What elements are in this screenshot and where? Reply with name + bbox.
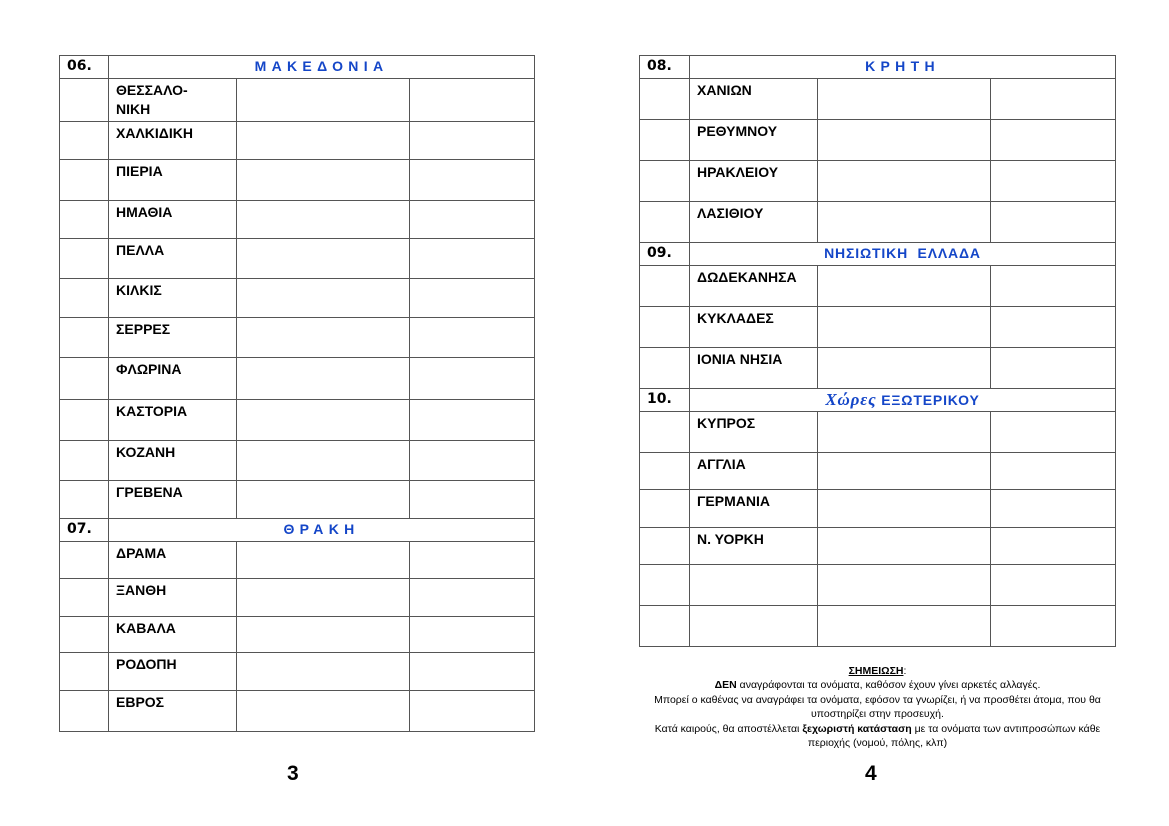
name-entry-cell[interactable] [818, 266, 991, 307]
table-row [640, 202, 1116, 243]
row-index-cell [60, 542, 109, 579]
region-name: ΧΑΝΙΩΝ [690, 79, 818, 120]
row-index-cell [640, 120, 690, 161]
row-index-cell [60, 79, 109, 122]
name-entry-cell[interactable] [818, 307, 991, 348]
notes-entry-cell[interactable] [991, 348, 1116, 389]
region-name [690, 565, 818, 606]
name-entry-cell[interactable] [818, 490, 991, 528]
section-number: 08. [640, 56, 690, 79]
region-name: ΦΛΩΡΙΝΑ [109, 358, 237, 400]
row-index-cell [60, 400, 109, 441]
region-name: ΠΙΕΡΙΑ [109, 160, 237, 201]
table-row [60, 441, 535, 481]
section-title: ΘΡΑΚΗ [109, 519, 535, 542]
row-index-cell [640, 528, 690, 565]
region-name: ΑΓΓΛΙΑ [690, 453, 818, 490]
name-entry-cell[interactable] [818, 348, 991, 389]
notes-entry-cell[interactable] [991, 120, 1116, 161]
row-index-cell [640, 565, 690, 606]
table-row [60, 122, 535, 160]
row-index-cell [60, 441, 109, 481]
table-row [60, 239, 535, 279]
region-name: ΞΑΝΘΗ [109, 579, 237, 617]
note-title-colon: : [903, 665, 907, 677]
region-name: ΗΡΑΚΛΕΙΟΥ [690, 161, 818, 202]
table-row [60, 318, 535, 358]
section-number: 10. [640, 389, 690, 412]
row-index-cell [640, 79, 690, 120]
table-row [60, 358, 535, 400]
section-title [690, 389, 1116, 412]
section-title: ΝΗΣΙΩΤΙΚΗ ΕΛΛΑΔΑ [690, 243, 1116, 266]
note-line-3-start: Κατά καιρούς, θα αποστέλλεται [654, 722, 803, 735]
row-index-cell [60, 481, 109, 519]
name-entry-cell[interactable] [237, 79, 410, 122]
row-index-cell [60, 160, 109, 201]
notes-entry-cell[interactable] [410, 579, 535, 617]
note-line-1-text: αναγράφονται τα ονόματα, καθόσον έχουν γίνει αρκετές αλλαγές. [736, 679, 1041, 692]
region-name: ΛΑΣΙΘΙΟΥ [690, 202, 818, 243]
right-page [639, 55, 1116, 647]
row-index-cell [60, 579, 109, 617]
notes-entry-cell[interactable] [410, 318, 535, 358]
row-index-cell [60, 201, 109, 239]
section-title-italic: Χώρες [825, 390, 877, 409]
region-name: ΙΟΝΙΑ ΝΗΣΙΑ [690, 348, 818, 389]
region-name: ΘΕΣΣΑΛΟ- ΝΙΚΗ [109, 79, 237, 122]
row-index-cell [60, 617, 109, 653]
region-name: ΗΜΑΘΙΑ [109, 201, 237, 239]
notes-entry-cell[interactable] [991, 79, 1116, 120]
name-entry-cell[interactable] [237, 358, 410, 400]
region-name: ΚΙΛΚΙΣ [109, 279, 237, 318]
table-row [60, 481, 535, 519]
table-row [60, 160, 535, 201]
name-entry-cell[interactable] [237, 239, 410, 279]
note-block [639, 664, 1116, 750]
table-row [60, 691, 535, 732]
table-row [640, 412, 1116, 453]
row-index-cell [640, 412, 690, 453]
row-index-cell [640, 606, 690, 647]
name-entry-cell[interactable] [237, 691, 410, 732]
note-line-1 [639, 678, 1116, 692]
name-entry-cell[interactable] [818, 606, 991, 647]
region-name: Ν. ΥΟΡΚΗ [690, 528, 818, 565]
row-index-cell [60, 691, 109, 732]
name-entry-cell[interactable] [818, 528, 991, 565]
table-row [60, 279, 535, 318]
left-table-body [60, 56, 535, 732]
notes-entry-cell[interactable] [991, 565, 1116, 606]
region-name: ΓΡΕΒΕΝΑ [109, 481, 237, 519]
notes-entry-cell[interactable] [410, 79, 535, 122]
section-title-text: ΕΞΩΤΕΡΙΚΟΥ [881, 392, 980, 408]
note-line-2: Μπορεί ο καθένας να αναγράφει τα ονόματα, εφόσον τα γνωρίζει, ή να προσθέτει άτομα, που θα υποστηρίζει στην προσευχή. [654, 693, 1101, 721]
section-number: 09. [640, 243, 690, 266]
name-entry-cell[interactable] [237, 542, 410, 579]
table-row [640, 120, 1116, 161]
notes-entry-cell[interactable] [991, 412, 1116, 453]
table-row [60, 542, 535, 579]
row-index-cell [60, 653, 109, 691]
name-entry-cell[interactable] [237, 481, 410, 519]
row-index-cell [60, 279, 109, 318]
table-row [640, 453, 1116, 490]
name-entry-cell[interactable] [237, 400, 410, 441]
region-name: ΓΕΡΜΑΝΙΑ [690, 490, 818, 528]
name-entry-cell[interactable] [237, 318, 410, 358]
name-entry-cell[interactable] [237, 617, 410, 653]
region-name: ΔΡΑΜΑ [109, 542, 237, 579]
notes-entry-cell[interactable] [410, 400, 535, 441]
left-register-table [59, 55, 535, 732]
page-number-left: 3 [287, 762, 299, 785]
region-name: ΚΥΠΡΟΣ [690, 412, 818, 453]
notes-entry-cell[interactable] [410, 653, 535, 691]
note-line-3-end: με τα ονόματα των αντιπροσώπων κάθε περιοχής (νομού, πόλης, κλπ) [807, 722, 1101, 750]
name-entry-cell[interactable] [818, 202, 991, 243]
table-row [640, 161, 1116, 202]
notes-entry-cell[interactable] [410, 160, 535, 201]
table-row [640, 307, 1116, 348]
region-name: ΡΕΘΥΜΝΟΥ [690, 120, 818, 161]
notes-entry-cell[interactable] [991, 266, 1116, 307]
name-entry-cell[interactable] [237, 122, 410, 160]
name-entry-cell[interactable] [237, 653, 410, 691]
row-index-cell [60, 358, 109, 400]
notes-entry-cell[interactable] [991, 307, 1116, 348]
region-name: ΔΩΔΕΚΑΝΗΣΑ [690, 266, 818, 307]
section-header-row [60, 56, 535, 79]
name-entry-cell[interactable] [237, 579, 410, 617]
table-row [60, 653, 535, 691]
region-name: ΕΒΡΟΣ [109, 691, 237, 732]
table-row [640, 528, 1116, 565]
region-name: ΚΥΚΛΑΔΕΣ [690, 307, 818, 348]
table-row [640, 606, 1116, 647]
note-line-3 [639, 722, 1116, 751]
row-index-cell [60, 318, 109, 358]
name-entry-cell[interactable] [237, 160, 410, 201]
table-row [640, 266, 1116, 307]
notes-entry-cell[interactable] [410, 279, 535, 318]
notes-entry-cell[interactable] [410, 691, 535, 732]
name-entry-cell[interactable] [818, 161, 991, 202]
notes-entry-cell[interactable] [410, 542, 535, 579]
section-number: 07. [60, 519, 109, 542]
section-number: 06. [60, 56, 109, 79]
note-line-1-bold: ΔΕΝ [714, 679, 737, 692]
table-row [640, 565, 1116, 606]
page-number-right: 4 [865, 762, 877, 785]
notes-entry-cell[interactable] [991, 453, 1116, 490]
table-row [60, 400, 535, 441]
notes-entry-cell[interactable] [410, 481, 535, 519]
table-row [640, 490, 1116, 528]
name-entry-cell[interactable] [237, 201, 410, 239]
row-index-cell [60, 122, 109, 160]
notes-entry-cell[interactable] [410, 441, 535, 481]
section-title: ΜΑΚΕΔΟΝΙΑ [109, 56, 535, 79]
region-name: ΚΟΖΑΝΗ [109, 441, 237, 481]
notes-entry-cell[interactable] [991, 606, 1116, 647]
table-row [640, 348, 1116, 389]
row-index-cell [60, 239, 109, 279]
region-name: ΣΕΡΡΕΣ [109, 318, 237, 358]
left-page [59, 55, 535, 732]
table-row [60, 579, 535, 617]
name-entry-cell[interactable] [818, 79, 991, 120]
right-table-body [640, 56, 1116, 647]
notes-entry-cell[interactable] [991, 490, 1116, 528]
region-name: ΚΑΣΤΟΡΙΑ [109, 400, 237, 441]
region-name: ΡΟΔΟΠΗ [109, 653, 237, 691]
name-entry-cell[interactable] [818, 453, 991, 490]
notes-entry-cell[interactable] [410, 201, 535, 239]
notes-entry-cell[interactable] [991, 528, 1116, 565]
section-header-row [60, 519, 535, 542]
note-line-3-bold: ξεχωριστή κατάσταση [802, 722, 912, 735]
name-entry-cell[interactable] [237, 279, 410, 318]
row-index-cell [640, 307, 690, 348]
notes-entry-cell[interactable] [410, 617, 535, 653]
row-index-cell [640, 348, 690, 389]
row-index-cell [640, 202, 690, 243]
note-title: ΣΗΜΕΙΩΣΗ [848, 665, 904, 677]
table-row [60, 617, 535, 653]
section-header-row [640, 243, 1116, 266]
row-index-cell [640, 453, 690, 490]
name-entry-cell[interactable] [818, 120, 991, 161]
table-row [60, 201, 535, 239]
table-row [60, 79, 535, 122]
region-name [690, 606, 818, 647]
region-name: ΧΑΛΚΙΔΙΚΗ [109, 122, 237, 160]
row-index-cell [640, 266, 690, 307]
name-entry-cell[interactable] [237, 441, 410, 481]
row-index-cell [640, 161, 690, 202]
notes-entry-cell[interactable] [410, 358, 535, 400]
notes-entry-cell[interactable] [991, 161, 1116, 202]
region-name: ΚΑΒΑΛΑ [109, 617, 237, 653]
notes-entry-cell[interactable] [410, 122, 535, 160]
right-register-table [639, 55, 1116, 647]
name-entry-cell[interactable] [818, 412, 991, 453]
section-header-row [640, 389, 1116, 412]
notes-entry-cell[interactable] [991, 202, 1116, 243]
section-header-row [640, 56, 1116, 79]
name-entry-cell[interactable] [818, 565, 991, 606]
table-row [640, 79, 1116, 120]
region-name: ΠΕΛΛΑ [109, 239, 237, 279]
notes-entry-cell[interactable] [410, 239, 535, 279]
section-title: ΚΡΗΤΗ [690, 56, 1116, 79]
row-index-cell [640, 490, 690, 528]
